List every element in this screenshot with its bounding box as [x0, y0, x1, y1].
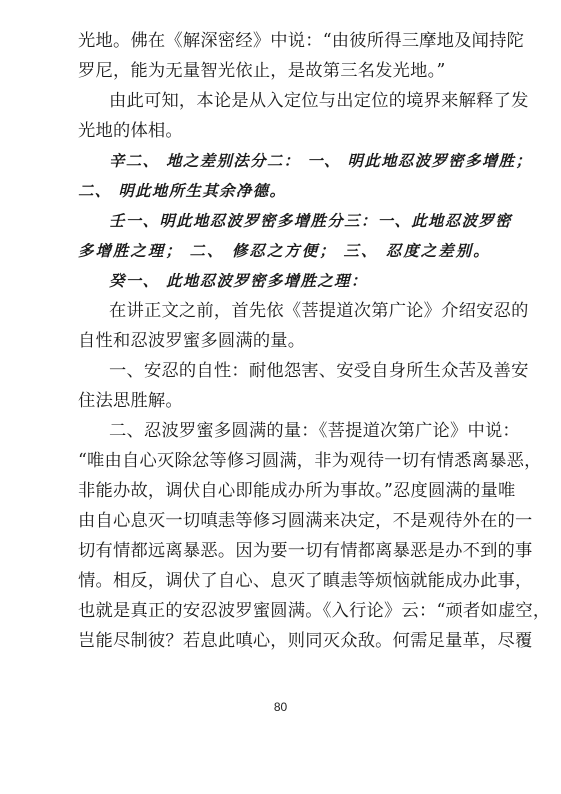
- section-heading: 多增胜之理； 二、 修忍之方便； 三、 忍度之差别。: [78, 242, 490, 260]
- body-line: 罗尼，能为无量智光依止，是故第三名发光地。”: [78, 61, 446, 81]
- body-line: 岂能尽制彼？若息此嗔心，则同灭众敌。何需足量革，尽覆: [78, 631, 533, 651]
- body-line: 由自心息灭一切嗔恚等修习圆满来决定，不是观待外在的一: [78, 511, 533, 531]
- body-line: 光地的体相。: [78, 121, 183, 141]
- body-line: 在讲正文之前，首先依《菩提道次第广论》介绍安忍的: [109, 301, 529, 321]
- section-heading: 癸一、 此地忍波罗密多增胜之理：: [109, 272, 368, 290]
- body-line: 自性和忍波罗蜜多圆满的量。: [78, 331, 306, 351]
- body-line: 非能办故，调伏自心即能成办所为事故。”忍度圆满的量唯: [78, 481, 516, 501]
- body-line: “唯由自心灭除忿等修习圆满，非为观待一切有情悉离暴恶，: [78, 451, 542, 471]
- section-heading: 壬一、明此地忍波罗密多增胜分三：一、此地忍波罗密: [109, 212, 512, 230]
- page-number: 80: [273, 700, 288, 714]
- body-line: 光地。佛在《解深密经》中说：“由彼所得三摩地及闻持陀: [78, 31, 525, 51]
- body-line: 由此可知，本论是从入定位与出定位的境界来解释了发: [109, 91, 529, 111]
- body-line: 也就是真正的安忍波罗蜜圆满。《入行论》云：“顽者如虚空，: [78, 601, 551, 621]
- body-line: 一、安忍的自性：耐他怨害、安受自身所生众苦及善安: [109, 361, 529, 381]
- section-heading: 辛二、 地之差别法分二： 一、 明此地忍波罗密多增胜；: [109, 152, 533, 170]
- body-line: 二、忍波罗蜜多圆满的量：《菩提道次第广论》中说：: [109, 421, 520, 441]
- section-heading: 二、 明此地所生其余净德。: [78, 182, 287, 200]
- body-line: 切有情都远离暴恶。因为要一切有情都离暴恶是办不到的事: [78, 541, 533, 561]
- body-line: 住法思胜解。: [78, 391, 183, 411]
- body-line: 情。相反，调伏了自心、息灭了瞋恚等烦恼就能成办此事，: [78, 571, 533, 591]
